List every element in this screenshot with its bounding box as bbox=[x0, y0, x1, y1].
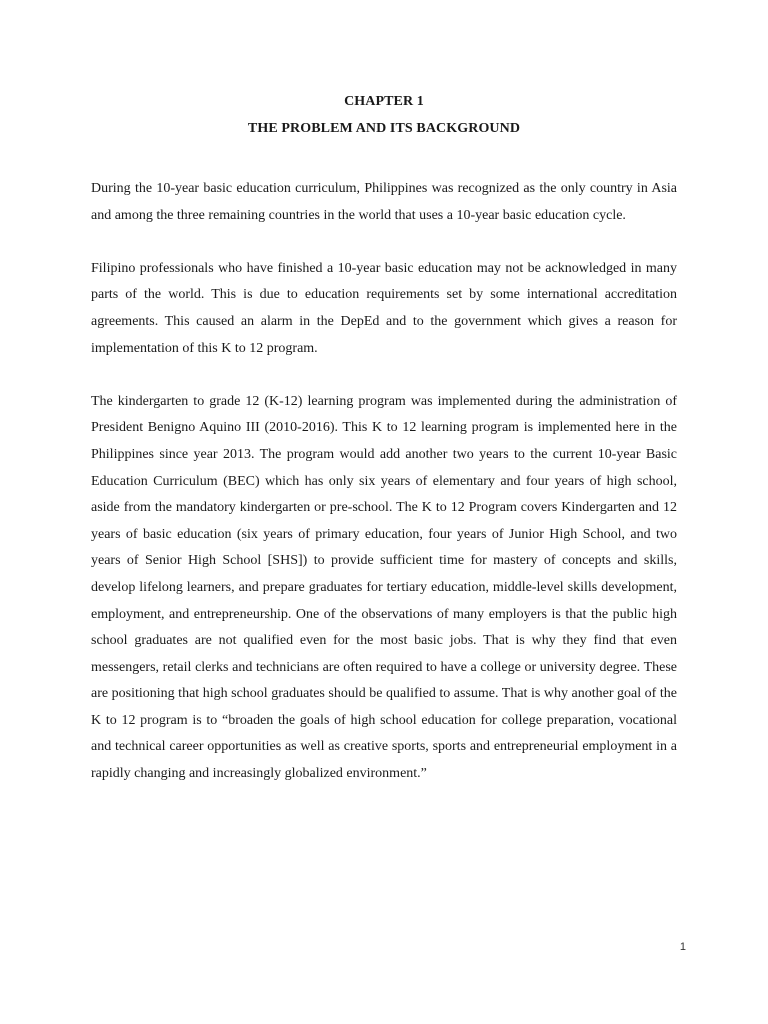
paragraph-1: During the 10-year basic education curriculum, Philippines was recognized as the only country in Asia and among the three remaining countries in the world that uses a 10-year basic education cycle. bbox=[91, 181, 677, 223]
chapter-title: THE PROBLEM AND ITS BACKGROUND bbox=[247, 121, 521, 136]
page-number: 1 bbox=[679, 941, 686, 953]
paragraph-2: Filipino professionals who have finished a 10-year basic education may not be acknowledged in many parts of the world. This is due to education requirements set by some international accreditation agreements. This caused an alarm in the DepEd and to the government which gives a reason for implementation of this K to 12 program. bbox=[91, 260, 677, 356]
document-body bbox=[91, 176, 677, 814]
chapter-label: CHAPTER 1 bbox=[344, 94, 424, 109]
paragraph-3: The kindergarten to grade 12 (K-12) learning program was implemented during the administration of President Benigno Aquino III (2010-2016). This K to 12 learning program is implemented here in the Philippines since year 2013. The program would add another two years to the current 10-year Basic Education Curriculum (BEC) which has only six years of elementary and four years of high school, aside from the mandatory kindergarten or pre-school. The K to 12 Program covers Kindergarten and 12 years of basic education (six years of primary education, four years of Junior High School, and two years of Senior High School [SHS]) to provide sufficient time for mastery of concepts and skills, develop lifelong learners, and prepare graduates for tertiary education, middle-level skills development, employment, and entrepreneurship. One of the observations of many employers is that the public high school graduates are not qualified even for the most basic jobs. That is why they find that even messengers, retail clerks and technicians are often required to have a college or university degree. These are positioning that high school graduates should be qualified to assume. That is why another goal of the K to 12 program is to “broaden the goals of high school education for college preparation, vocational and technical career opportunities as well as creative sports, sports and entrepreneurial employment in a rapidly changing and increasingly globalized environment.” bbox=[91, 393, 677, 782]
